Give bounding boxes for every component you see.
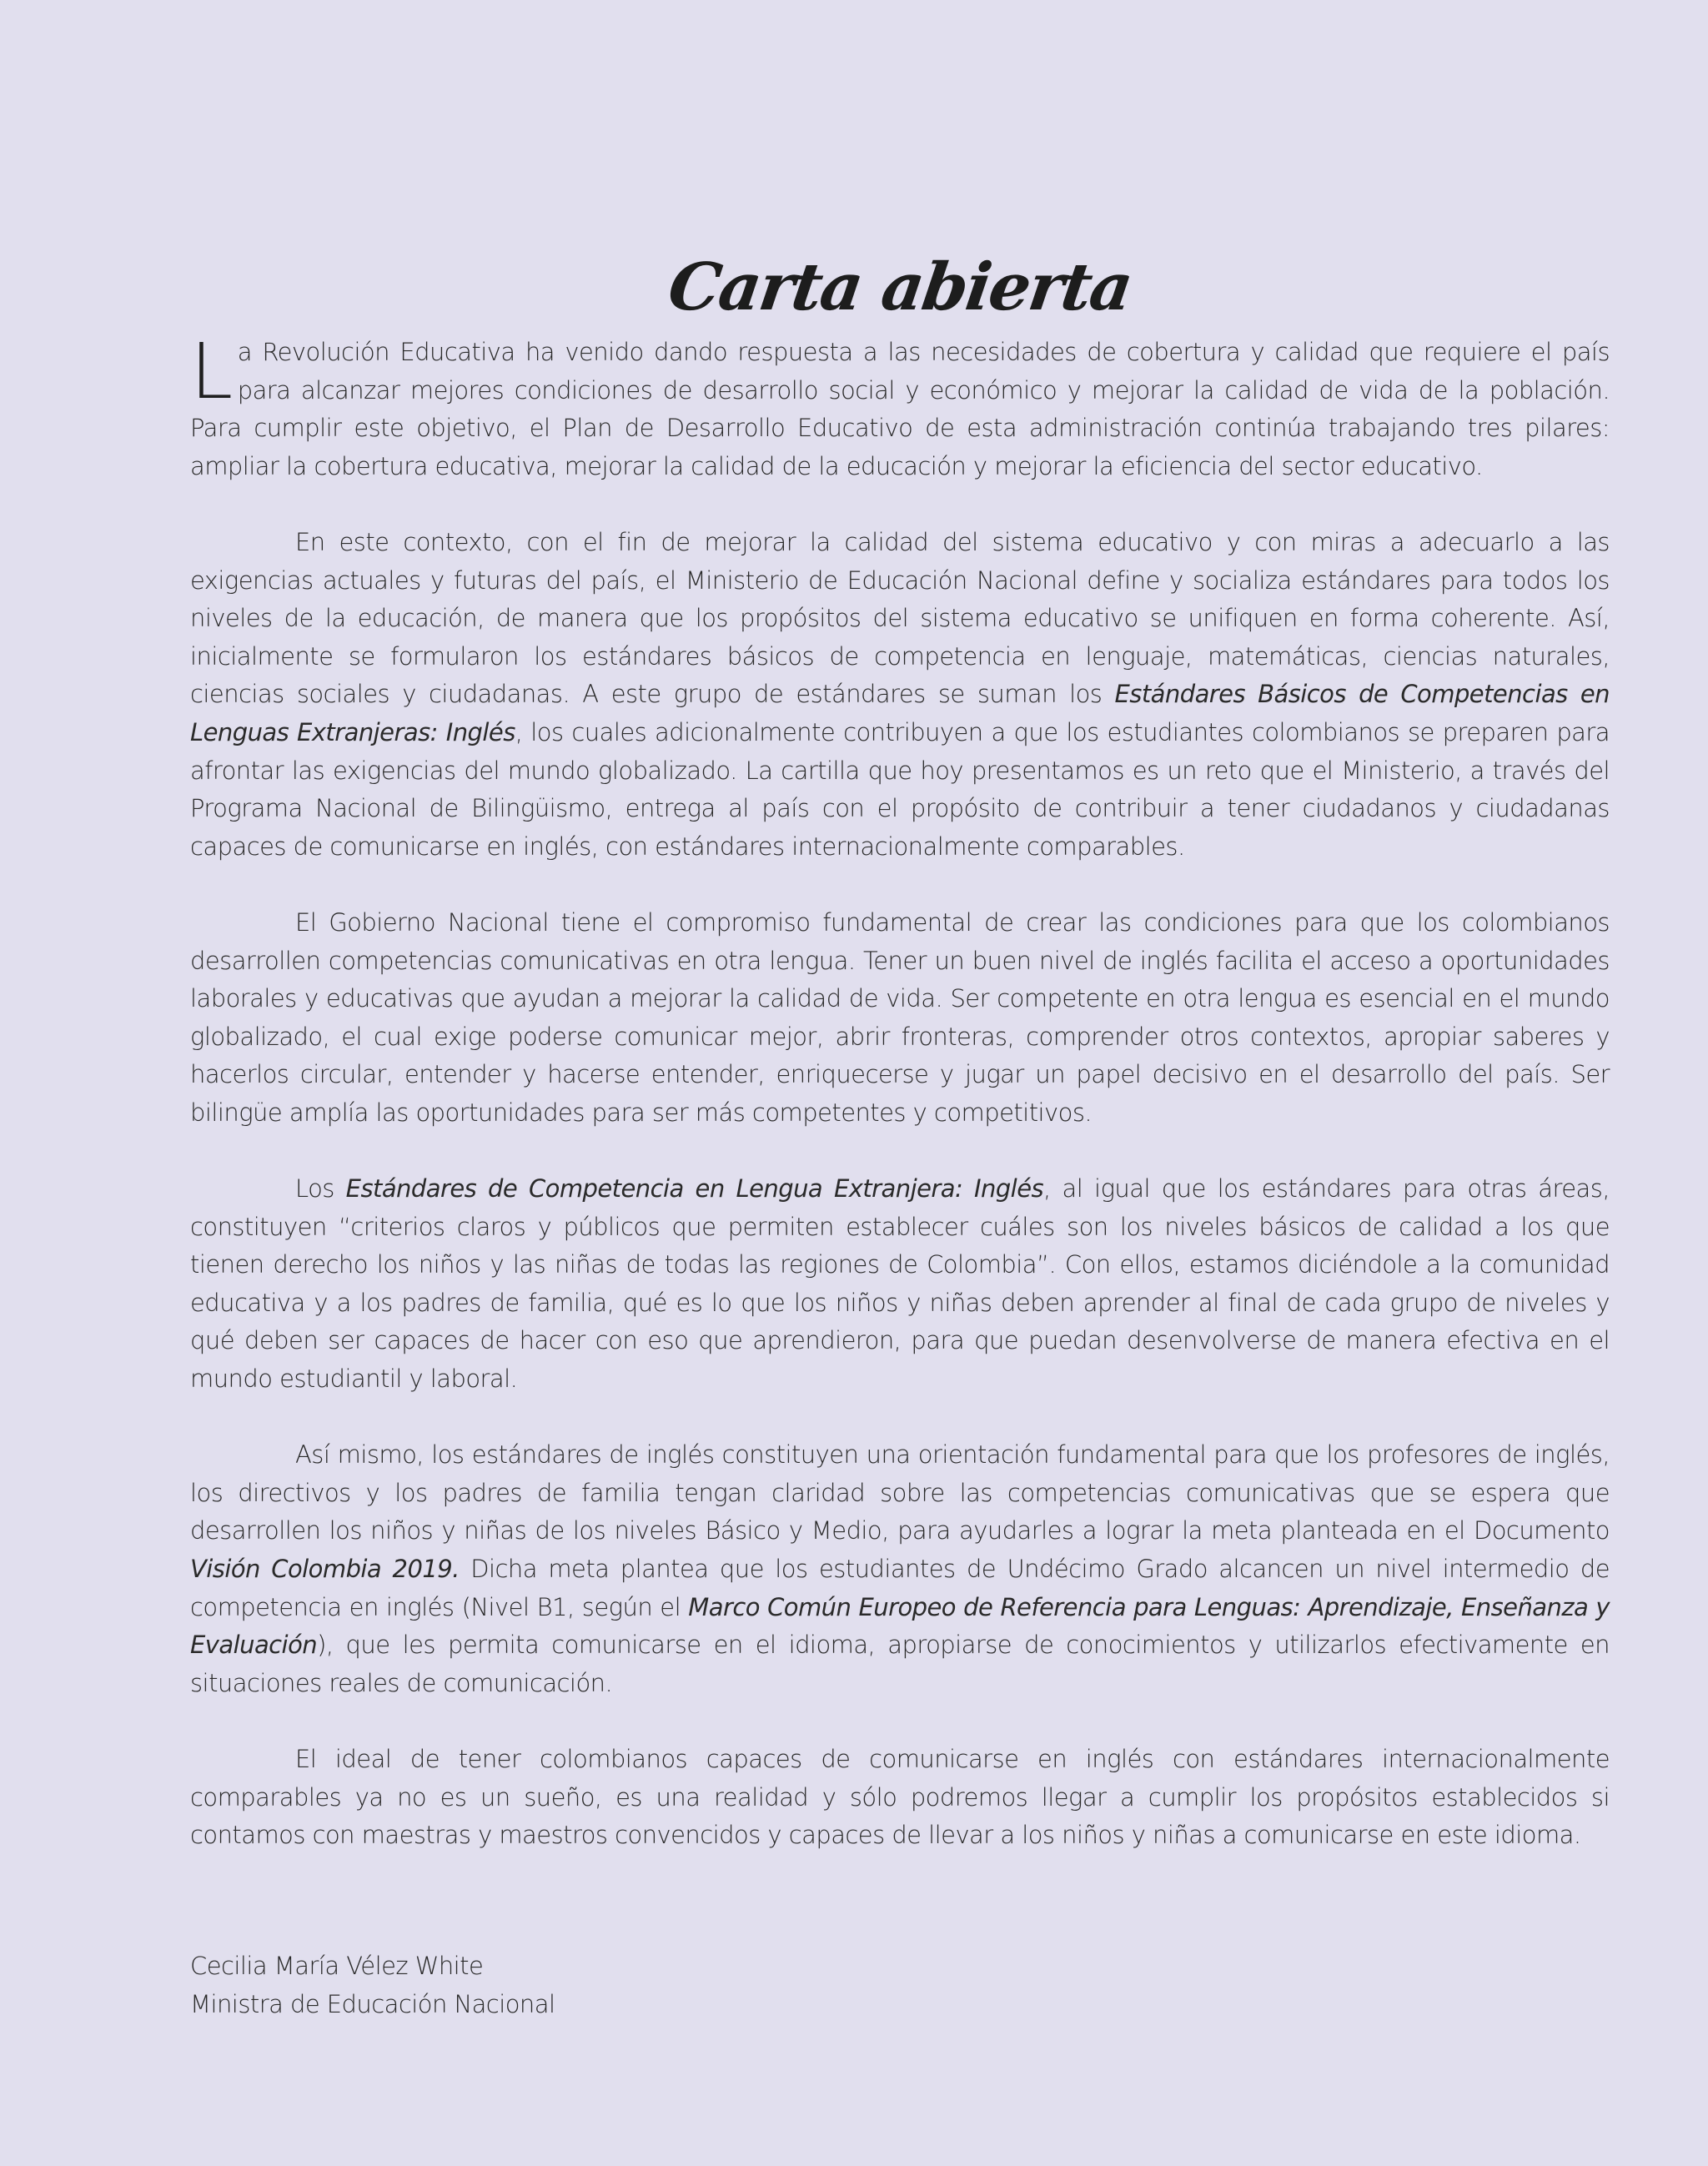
signature-name: Cecilia María Vélez White: [190, 1951, 484, 1980]
paragraph-5-text-a: Así mismo, los estándares de inglés constituyen una orientación fundamental para que los profesores de inglés, los directivos y los padres de familia tengan claridad sobre las competencias comunicativas que se espera que desarrollen los niños y niñas de los niveles Básico y Medio, para ayudarles a lograr la meta planteada en el Documento: [190, 1440, 1610, 1545]
paragraph-5: [190, 1436, 1610, 1702]
letter-body: [190, 327, 1610, 1855]
signature-block: [190, 1947, 1610, 2023]
paragraph-1-text: a Revolución Educativa ha venido dando respuesta a las necesidades de cobertura y calidad que requiere el país para alcanzar mejores condiciones de desarrollo social y económico y mejorar la calidad de vida de la población. Para cumplir este objetivo, el Plan de Desarrollo Educativo de esta administración continúa trabajando tres pilares: ampliar la cobertura educativa, mejorar la calidad de la educación y mejorar la eficiencia del sector educativo.: [190, 338, 1610, 480]
paragraph-4-text-b: , al igual que los estándares para otras áreas, constituyen “criterios claros y públicos que permiten establecer cuáles son los niveles básicos de calidad a los que tienen derecho los niños y las niñas de todas las regiones de Colombia”. Con ellos, estamos diciéndole a la comunidad educativa y a los padres de familia, qué es lo que los niños y niñas deben aprender al final de cada grupo de niveles y qué deben ser capaces de hacer con eso que aprendieron, para que puedan desenvolverse de manera efectiva en el mundo estudiantil y laboral.: [190, 1174, 1610, 1394]
paragraph-3: [190, 904, 1610, 1133]
paragraph-6: [190, 1741, 1610, 1855]
paragraph-5-text-b: Dicha meta plantea que los estudiantes de Undécimo Grado alcancen un nivel intermedio de competencia en inglés (Nivel B1, según el: [190, 1555, 1610, 1621]
paragraph-2-italic: Estándares Básicos de Competencias en Lenguas Extranjeras: Inglés: [190, 680, 1610, 746]
paragraph-4-italic: Estándares de Competencia en Lengua Extranjera: Inglés: [345, 1174, 1044, 1204]
paragraph-4-text-a: Los: [295, 1174, 346, 1204]
signature-role: Ministra de Educación Nacional: [190, 1989, 555, 2018]
page-title: Carta abierta: [663, 249, 1137, 325]
paragraph-4: [190, 1170, 1610, 1399]
paragraph-2: [190, 524, 1610, 866]
paragraph-2-text-a: En este contexto, con el fin de mejorar la calidad del sistema educativo y con miras a adecuarlo a las exigencias actuales y futuras del país, el Ministerio de Educación Nacional define y socializa estándares para todos los niveles de la educación, de manera que los propósitos del sistema educativo se unifiquen en forma coherente. Así, inicialmente se formularon los estándares básicos de competencia en lenguaje, matemáticas, ciencias naturales, ciencias sociales y ciudadanas. A este grupo de estándares se suman los: [190, 527, 1610, 709]
paragraph-6-text: El ideal de tener colombianos capaces de comunicarse en inglés con estándares internacionalmente comparables ya no es un sueño, es una realidad y sólo podremos llegar a cumplir los propósitos establecidos si contamos con maestras y maestros convencidos y capaces de llevar a los niños y niñas a comunicarse en este idioma.: [190, 1744, 1610, 1850]
paragraph-5-text-c: ), que les permita comunicarse en el idioma, apropiarse de conocimientos y utilizarlos efectivamente en situaciones reales de comunicación.: [190, 1631, 1610, 1697]
paragraph-3-text: El Gobierno Nacional tiene el compromiso fundamental de crear las condiciones para que los colombianos desarrollen competencias comunicativas en otra lengua. Tener un buen nivel de inglés facilita el acceso a oportunidades laborales y educativas que ayudan a mejorar la calidad de vida. Ser competente en otra lengua es esencial en el mundo globalizado, el cual exige poderse comunicar mejor, abrir fronteras, comprender otros contextos, apropiar saberes y hacerlos circular, entender y hacerse entender, enriquecerse y jugar un papel decisivo en el desarrollo del país. Ser bilingüe amplía las oportunidades para ser más competentes y competitivos.: [190, 907, 1610, 1127]
drop-cap: L: [190, 327, 233, 416]
paragraph-5-italic-2: Marco Común Europeo de Referencia para Lenguas: Aprendizaje, Enseñanza y Evaluación: [190, 1592, 1610, 1660]
paragraph-2-text-b: , los cuales adicionalmente contribuyen a que los estudiantes colombianos se preparen para afrontar las exigencias del mundo globalizado. La cartilla que hoy presentamos es un reto que el Ministerio, a través del Programa Nacional de Bilingüismo, entrega al país con el propósito de contribuir a tener ciudadanos y ciudadanas capaces de comunicarse en inglés, con estándares internacionalmente comparables.: [190, 717, 1610, 861]
letter-page: [190, 242, 1610, 2023]
paragraph-5-italic-1: Visión Colombia 2019.: [190, 1555, 460, 1583]
paragraph-1: [190, 327, 1610, 485]
